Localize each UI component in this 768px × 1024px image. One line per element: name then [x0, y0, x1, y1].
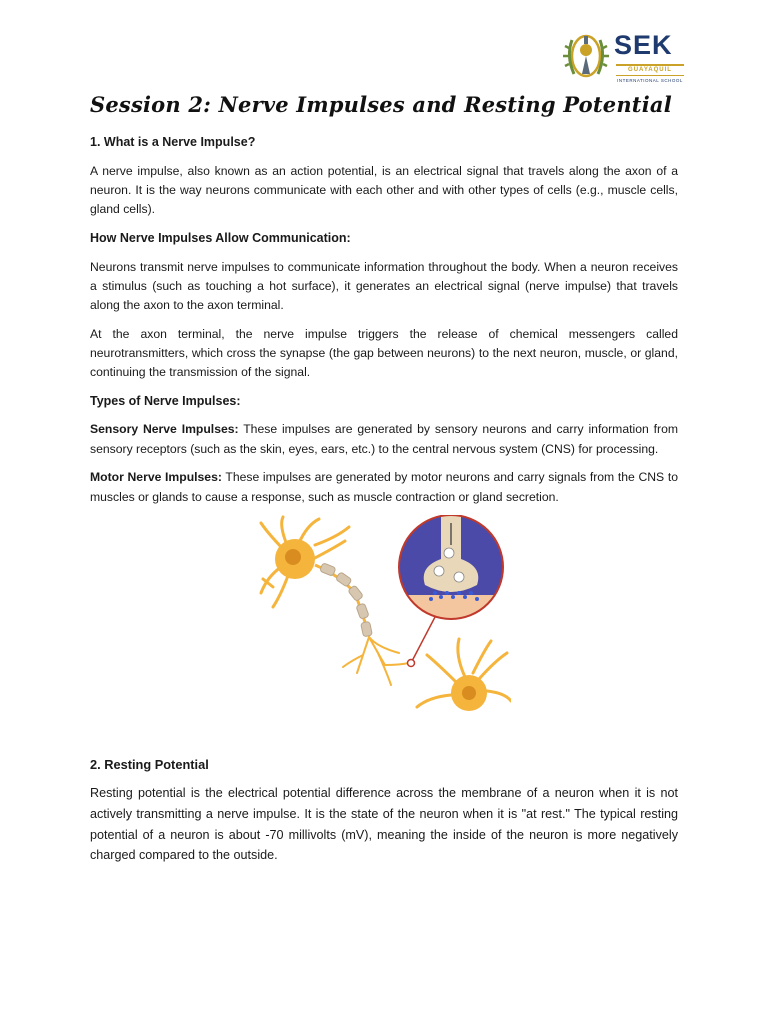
sensory-text: These impulses are generated by sensory neurons and carry information from sensory receptors (such as the skin, eyes, ears, etc.) to the central nervous system (CNS) for processing. — [90, 422, 678, 456]
section-resting-potential — [90, 755, 678, 866]
resting-potential-paragraph: Resting potential is the electrical potential difference across the membrane of a neuron when it is not actively transmitting a nerve impulse. It is the state of the neuron when it is "at rest." The typical resting potential of a neuron is about -70 millivolts (mV), meaning the inside of the neuron is more negatively charged compared to the outside. — [90, 786, 678, 863]
synapse-inset — [399, 515, 509, 635]
section-heading: 1. What is a Nerve Impulse? — [90, 135, 256, 149]
page-title: Session 2: Nerve Impulses and Resting Potential — [90, 92, 672, 117]
types-heading: Types of Nerve Impulses: — [90, 393, 241, 408]
logo-wordmark: SEK — [614, 30, 673, 60]
logo-city: GUAYAQUIL — [628, 67, 672, 73]
logo-school-type: INTERNATIONAL SCHOOL — [617, 78, 683, 83]
motor-paragraph — [90, 468, 678, 506]
section-nerve-impulse — [90, 133, 678, 516]
motor-label: Motor Nerve Impulses: — [90, 470, 222, 485]
myelin-sheath — [320, 563, 373, 637]
zoom-marker-icon — [408, 660, 415, 667]
lower-neuron-nucleus — [462, 686, 476, 700]
intro-paragraph: A nerve impulse, also known as an action potential, is an electrical signal that travels along the axon of a neuron. It is the way neurons communicate with each other and with other types of cells (e.g., muscle cells, gland cells). — [90, 163, 678, 217]
logo-divider-2 — [616, 75, 684, 76]
logo-divider — [616, 64, 684, 66]
communication-paragraph-2: At the axon terminal, the nerve impulse triggers the release of chemical messengers called neurotransmitters, which cross the synapse (the gap between neurons) to the next neuron, muscle, or gland, continuing the transmission of the signal. — [90, 326, 678, 380]
upper-neuron-nucleus — [285, 549, 301, 565]
sensory-paragraph — [90, 420, 678, 458]
communication-heading: How Nerve Impulses Allow Communication: — [90, 230, 351, 245]
sensory-label: Sensory Nerve Impulses: — [90, 422, 239, 437]
motor-text: These impulses are generated by motor neurons and carry signals from the CNS to muscles or glands to cause a response, such as muscle contraction or gland secretion. — [90, 470, 678, 504]
laurel-emblem-icon — [560, 28, 612, 84]
communication-paragraph-1: Neurons transmit nerve impulses to communicate information throughout the body. When a neuron receives a stimulus (such as touching a hot surface), it generates an electrical signal (nerve impulse) that travels along the axon to the axon terminal. — [90, 259, 678, 312]
school-logo — [560, 28, 686, 84]
section-heading: 2. Resting Potential — [90, 757, 209, 772]
neuron-synapse-illustration — [259, 515, 511, 713]
